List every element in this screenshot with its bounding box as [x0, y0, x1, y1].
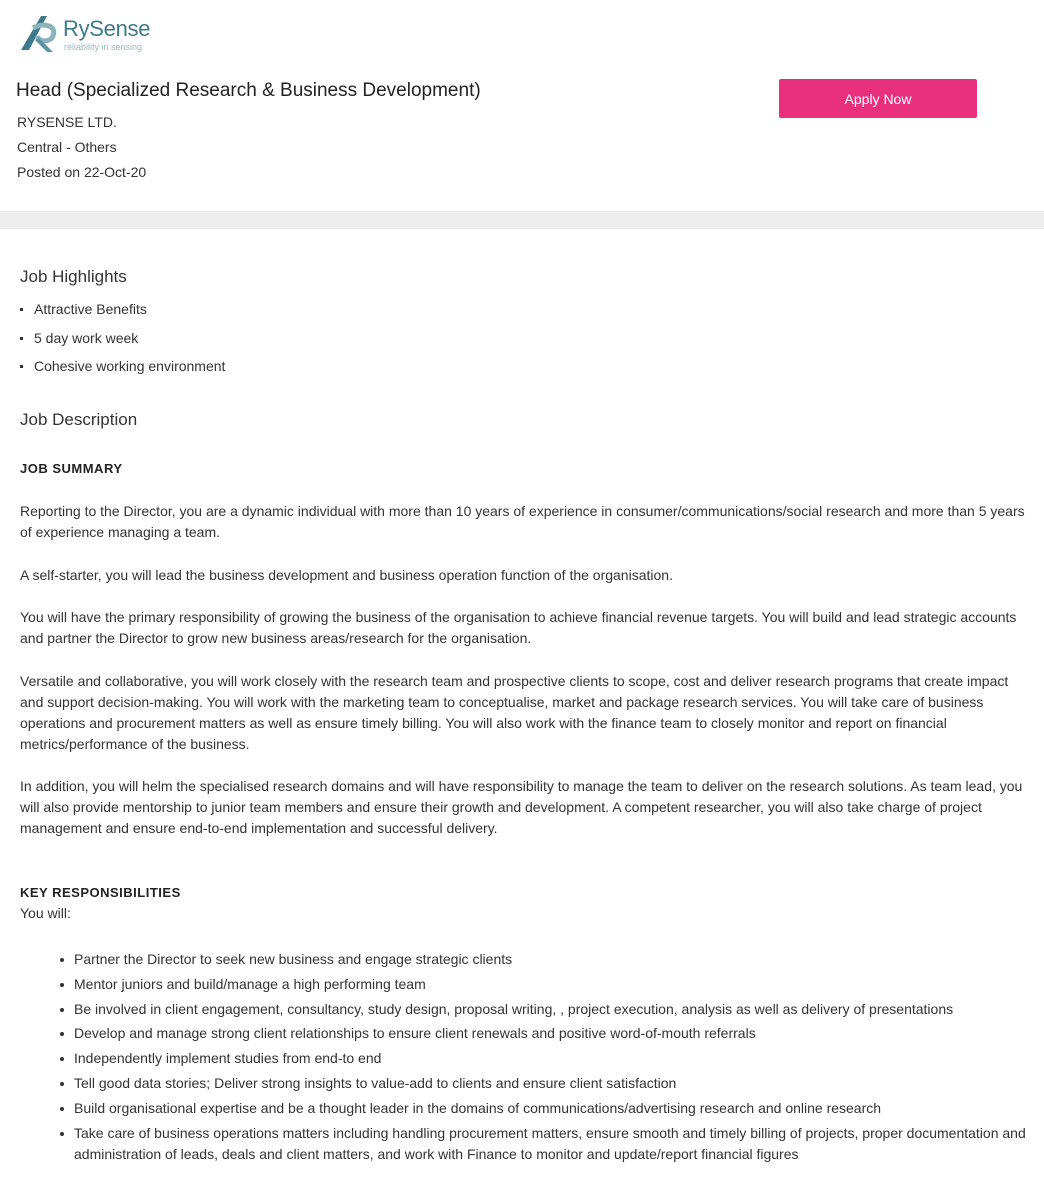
- summary-paragraph: A self-starter, you will lead the business development and business operation function of the organisation.: [20, 567, 673, 583]
- company-logo: [17, 12, 157, 56]
- highlight-item: Attractive Benefits: [20, 301, 147, 317]
- bullet-icon: [20, 365, 23, 368]
- job-description-heading: Job Description: [20, 410, 138, 429]
- list-item: Build organisational expertise and be a thought leader in the domains of communications/advertising research and online research: [58, 1098, 1033, 1119]
- summary-paragraph: In addition, you will helm the specialised research domains and will have responsibility to manage the team to deliver on the research solutions. As team lead, you will also provide mentorship to junior team members and ensure their growth and development. A competent researcher, you will also take charge of project management and ensure end-to-end implementation and successful delivery.: [20, 778, 1023, 836]
- highlight-item: 5 day work week: [20, 330, 138, 346]
- rysense-logo-icon: [17, 12, 61, 56]
- responsibilities-list: [58, 949, 1033, 1168]
- job-highlights-heading: Job Highlights: [20, 267, 127, 286]
- job-summary-heading: JOB SUMMARY: [20, 461, 123, 476]
- list-item: Independently implement studies from end-to end: [58, 1048, 1033, 1069]
- list-item: Take care of business operations matters including handling procurement matters, ensure smooth and timely billing of projects, proper documentation and administration of leads, deals and client matters, and work with Finance to monitor and update/report financial figures: [58, 1123, 1033, 1165]
- list-item: Tell good data stories; Deliver strong insights to value-add to clients and ensure client satisfaction: [58, 1073, 1033, 1094]
- job-content: [0, 229, 1044, 1185]
- list-item: Be involved in client engagement, consultancy, study design, proposal writing, , project execution, analysis as well as delivery of presentations: [58, 999, 1033, 1020]
- summary-paragraph: Versatile and collaborative, you will work closely with the research team and prospective clients to scope, cost and deliver research programs that create impact and support decision-making. You will work with the marketing team to conceptualise, market and package research services. You will take care of business operations and procurement matters as well as ensure timely billing. You will also work with the finance team to closely monitor and report on financial metrics/performance of the business.: [20, 673, 1009, 752]
- job-location: Central - Others: [17, 139, 117, 155]
- posted-date: Posted on 22-Oct-20: [17, 164, 147, 180]
- bullet-icon: [20, 337, 23, 340]
- brand-tagline: reliability in sensing: [64, 42, 143, 52]
- key-responsibilities-heading: KEY RESPONSIBILITIES: [20, 885, 181, 900]
- job-header: [0, 0, 1044, 211]
- summary-paragraph: Reporting to the Director, you are a dynamic individual with more than 10 years of experience in consumer/communications/social research and more than 5 years of experience managing a team.: [20, 503, 1025, 540]
- job-title: Head (Specialized Research & Business Development): [16, 80, 481, 101]
- brand-name: RySense: [63, 16, 151, 41]
- responsibilities-intro: You will:: [20, 905, 71, 921]
- summary-paragraph: You will have the primary responsibility of growing the business of the organisation to achieve financial revenue targets. You will build and lead strategic accounts and partner the Director to grow new business areas/research for the organisation.: [20, 609, 1017, 646]
- highlight-item: Cohesive working environment: [20, 358, 225, 374]
- section-divider: [0, 211, 1044, 229]
- list-item: Mentor juniors and build/manage a high performing team: [58, 974, 1033, 995]
- list-item: Partner the Director to seek new business and engage strategic clients: [58, 949, 1033, 970]
- bullet-icon: [20, 308, 23, 311]
- list-item: Develop and manage strong client relationships to ensure client renewals and positive word-of-mouth referrals: [58, 1023, 1033, 1044]
- company-name: RYSENSE LTD.: [17, 114, 117, 130]
- apply-now-button[interactable]: Apply Now: [779, 79, 977, 118]
